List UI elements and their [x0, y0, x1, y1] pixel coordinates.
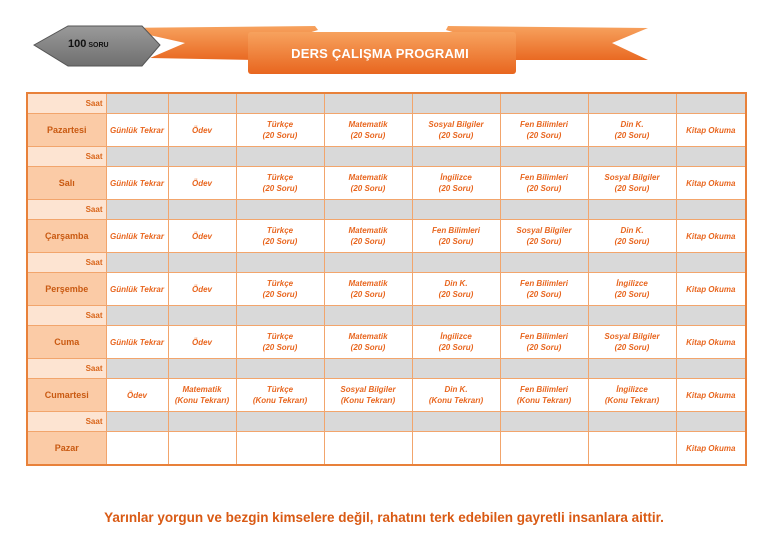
- day-row: [27, 114, 746, 147]
- time-cell: [500, 200, 588, 220]
- time-cell: [588, 359, 676, 379]
- subject-cell: [588, 432, 676, 466]
- subject-detail: (20 Soru): [438, 237, 474, 246]
- day-row: [27, 167, 746, 200]
- subject-cell: [168, 114, 236, 147]
- time-cell: [676, 253, 746, 273]
- question-count-badge: [68, 38, 138, 50]
- study-schedule-table: [26, 92, 747, 466]
- time-label: Saat: [27, 200, 106, 220]
- subject-cell: [676, 220, 746, 253]
- subject-detail: (20 Soru): [438, 290, 474, 299]
- subject-detail: (20 Soru): [262, 343, 298, 352]
- time-cell: [236, 253, 324, 273]
- time-cell: [412, 412, 500, 432]
- subject-cell: [500, 379, 588, 412]
- subject-name: Matematik: [348, 173, 388, 182]
- subject-cell: [412, 326, 500, 359]
- time-cell: [168, 200, 236, 220]
- subject-name: Matematik: [348, 332, 388, 341]
- subject-cell: [412, 220, 500, 253]
- subject-cell: [588, 326, 676, 359]
- time-cell: [324, 253, 412, 273]
- subject-cell: [168, 220, 236, 253]
- subject-cell: [236, 220, 324, 253]
- subject-name: Kitap Okuma: [686, 125, 736, 135]
- subject-name: Sosyal Bilgiler: [516, 226, 572, 235]
- time-cell: [500, 147, 588, 167]
- time-cell: [324, 147, 412, 167]
- time-cell: [236, 412, 324, 432]
- subject-cell: [412, 379, 500, 412]
- subject-name: Günlük Tekrar: [110, 337, 164, 347]
- time-label: Saat: [27, 93, 106, 114]
- subject-name: Sosyal Bilgiler: [604, 332, 660, 341]
- time-cell: [588, 306, 676, 326]
- subject-detail: (Konu Tekrarı): [252, 396, 308, 405]
- subject-detail: (20 Soru): [350, 237, 386, 246]
- subject-cell: [168, 167, 236, 200]
- time-label: Saat: [27, 147, 106, 167]
- subject-name: Ödev: [191, 231, 212, 241]
- day-name: Pazartesi: [27, 114, 106, 147]
- time-cell: [676, 200, 746, 220]
- subject-cell: [412, 114, 500, 147]
- time-cell: [588, 412, 676, 432]
- subject-name: Kitap Okuma: [686, 231, 736, 241]
- subject-name: Kitap Okuma: [686, 178, 736, 188]
- subject-name: Din K.: [444, 385, 468, 394]
- subject-name: Kitap Okuma: [686, 443, 736, 453]
- subject-detail: (20 Soru): [526, 343, 562, 352]
- subject-cell: [168, 379, 236, 412]
- time-cell: [412, 253, 500, 273]
- day-row: [27, 220, 746, 253]
- subject-detail: (Konu Tekrarı): [174, 396, 230, 405]
- time-row: [27, 147, 746, 167]
- day-row: [27, 432, 746, 466]
- subject-cell: [324, 326, 412, 359]
- subject-name: Ödev: [191, 178, 212, 188]
- subject-name: Fen Bilimleri: [519, 173, 568, 182]
- subject-name: Türkçe: [266, 385, 294, 394]
- subject-cell: [676, 379, 746, 412]
- subject-name: Türkçe: [266, 120, 294, 129]
- subject-detail: (20 Soru): [438, 184, 474, 193]
- time-cell: [106, 200, 168, 220]
- subject-name: Din K.: [620, 120, 644, 129]
- subject-name: Fen Bilimleri: [519, 120, 568, 129]
- time-cell: [168, 306, 236, 326]
- badge-count: 100: [68, 38, 87, 50]
- subject-cell: [324, 432, 412, 466]
- subject-name: Matematik: [348, 226, 388, 235]
- subject-cell: [500, 114, 588, 147]
- time-cell: [676, 147, 746, 167]
- time-cell: [412, 93, 500, 114]
- subject-detail: (20 Soru): [438, 343, 474, 352]
- subject-cell: [588, 379, 676, 412]
- subject-detail: (20 Soru): [262, 237, 298, 246]
- subject-detail: (20 Soru): [262, 131, 298, 140]
- time-cell: [676, 93, 746, 114]
- subject-cell: [324, 114, 412, 147]
- subject-cell: [500, 167, 588, 200]
- subject-name: Fen Bilimleri: [519, 385, 568, 394]
- subject-detail: (Konu Tekrarı): [604, 396, 660, 405]
- subject-name: Türkçe: [266, 279, 294, 288]
- subject-name: Türkçe: [266, 173, 294, 182]
- time-row: [27, 93, 746, 114]
- day-row: [27, 326, 746, 359]
- time-cell: [236, 93, 324, 114]
- time-cell: [588, 253, 676, 273]
- subject-name: Fen Bilimleri: [431, 226, 480, 235]
- subject-name: Din K.: [620, 226, 644, 235]
- subject-name: Ödev: [191, 337, 212, 347]
- day-row: [27, 273, 746, 306]
- subject-name: Kitap Okuma: [686, 284, 736, 294]
- time-cell: [324, 93, 412, 114]
- subject-cell: [106, 432, 168, 466]
- subject-cell: [500, 326, 588, 359]
- subject-name: Sosyal Bilgiler: [340, 385, 396, 394]
- subject-name: Fen Bilimleri: [519, 279, 568, 288]
- subject-name: İngilizce: [440, 332, 472, 341]
- time-cell: [676, 359, 746, 379]
- subject-cell: [106, 114, 168, 147]
- time-cell: [106, 93, 168, 114]
- time-label: Saat: [27, 306, 106, 326]
- time-cell: [412, 359, 500, 379]
- subject-name: Ödev: [126, 390, 147, 400]
- subject-detail: (20 Soru): [350, 343, 386, 352]
- day-name: Pazar: [27, 432, 106, 466]
- subject-name: Kitap Okuma: [686, 337, 736, 347]
- subject-name: Günlük Tekrar: [110, 284, 164, 294]
- time-cell: [324, 306, 412, 326]
- subject-cell: [168, 326, 236, 359]
- subject-detail: (Konu Tekrarı): [340, 396, 396, 405]
- time-row: [27, 200, 746, 220]
- time-cell: [168, 412, 236, 432]
- subject-cell: [324, 379, 412, 412]
- subject-cell: [676, 273, 746, 306]
- subject-cell: [588, 167, 676, 200]
- subject-cell: [412, 167, 500, 200]
- subject-name: Sosyal Bilgiler: [604, 173, 660, 182]
- subject-cell: [236, 167, 324, 200]
- subject-name: Matematik: [182, 385, 222, 394]
- subject-name: Türkçe: [266, 332, 294, 341]
- time-row: [27, 253, 746, 273]
- subject-name: Fen Bilimleri: [519, 332, 568, 341]
- subject-detail: (20 Soru): [614, 184, 650, 193]
- subject-name: İngilizce: [616, 385, 648, 394]
- subject-detail: (20 Soru): [262, 184, 298, 193]
- day-name: Çarşamba: [27, 220, 106, 253]
- time-cell: [324, 200, 412, 220]
- time-cell: [588, 147, 676, 167]
- subject-cell: [500, 432, 588, 466]
- time-cell: [676, 412, 746, 432]
- subject-cell: [236, 273, 324, 306]
- time-cell: [106, 147, 168, 167]
- subject-detail: (20 Soru): [526, 237, 562, 246]
- motivational-quote: Yarınlar yorgun ve bezgin kimselere değil, rahatını terk edebilen gayretli insanlara aittir.: [104, 510, 664, 525]
- subject-cell: [324, 167, 412, 200]
- subject-cell: [588, 220, 676, 253]
- subject-detail: (20 Soru): [526, 184, 562, 193]
- subject-detail: (20 Soru): [350, 184, 386, 193]
- time-cell: [236, 306, 324, 326]
- subject-detail: (20 Soru): [262, 290, 298, 299]
- time-cell: [106, 359, 168, 379]
- subject-name: Ödev: [191, 284, 212, 294]
- subject-cell: [588, 114, 676, 147]
- day-name: Cuma: [27, 326, 106, 359]
- time-cell: [588, 200, 676, 220]
- time-cell: [168, 359, 236, 379]
- subject-name: Günlük Tekrar: [110, 125, 164, 135]
- subject-cell: [106, 379, 168, 412]
- subject-cell: [676, 326, 746, 359]
- subject-detail: (20 Soru): [526, 290, 562, 299]
- subject-cell: [588, 273, 676, 306]
- time-cell: [500, 93, 588, 114]
- time-cell: [236, 359, 324, 379]
- time-cell: [106, 412, 168, 432]
- time-cell: [324, 412, 412, 432]
- time-cell: [588, 93, 676, 114]
- subject-cell: [106, 220, 168, 253]
- subject-cell: [324, 220, 412, 253]
- day-name: Perşembe: [27, 273, 106, 306]
- time-cell: [168, 253, 236, 273]
- time-cell: [676, 306, 746, 326]
- time-cell: [168, 147, 236, 167]
- day-name: Cumartesi: [27, 379, 106, 412]
- subject-cell: [236, 379, 324, 412]
- subject-cell: [324, 273, 412, 306]
- subject-detail: (20 Soru): [614, 131, 650, 140]
- day-row: [27, 379, 746, 412]
- time-label: Saat: [27, 359, 106, 379]
- subject-cell: [676, 167, 746, 200]
- subject-cell: [236, 114, 324, 147]
- time-cell: [500, 412, 588, 432]
- subject-name: Günlük Tekrar: [110, 231, 164, 241]
- time-cell: [412, 147, 500, 167]
- time-row: [27, 412, 746, 432]
- subject-detail: (Konu Tekrarı): [516, 396, 572, 405]
- subject-cell: [500, 220, 588, 253]
- subject-cell: [676, 114, 746, 147]
- time-row: [27, 359, 746, 379]
- page-title: DERS ÇALIŞMA PROGRAMI: [291, 46, 469, 61]
- subject-cell: [236, 432, 324, 466]
- subject-name: Matematik: [348, 120, 388, 129]
- subject-cell: [168, 432, 236, 466]
- subject-cell: [412, 432, 500, 466]
- day-name: Salı: [27, 167, 106, 200]
- subject-detail: (20 Soru): [614, 343, 650, 352]
- subject-cell: [676, 432, 746, 466]
- subject-cell: [106, 326, 168, 359]
- subject-name: İngilizce: [616, 279, 648, 288]
- time-cell: [500, 306, 588, 326]
- subject-detail: (20 Soru): [350, 131, 386, 140]
- time-cell: [412, 306, 500, 326]
- subject-detail: (20 Soru): [350, 290, 386, 299]
- subject-name: Matematik: [348, 279, 388, 288]
- subject-detail: (20 Soru): [614, 237, 650, 246]
- time-cell: [106, 253, 168, 273]
- subject-name: Sosyal Bilgiler: [428, 120, 484, 129]
- subject-detail: (20 Soru): [614, 290, 650, 299]
- subject-detail: (Konu Tekrarı): [428, 396, 484, 405]
- subject-detail: (20 Soru): [438, 131, 474, 140]
- subject-cell: [236, 326, 324, 359]
- subject-detail: (20 Soru): [526, 131, 562, 140]
- time-cell: [168, 93, 236, 114]
- time-row: [27, 306, 746, 326]
- badge-unit: SORU: [88, 42, 109, 49]
- subject-cell: [412, 273, 500, 306]
- time-label: Saat: [27, 253, 106, 273]
- time-cell: [324, 359, 412, 379]
- time-cell: [106, 306, 168, 326]
- subject-cell: [168, 273, 236, 306]
- subject-name: Türkçe: [266, 226, 294, 235]
- time-cell: [236, 200, 324, 220]
- subject-name: İngilizce: [440, 173, 472, 182]
- time-cell: [236, 147, 324, 167]
- subject-name: Din K.: [444, 279, 468, 288]
- subject-cell: [106, 273, 168, 306]
- time-cell: [500, 253, 588, 273]
- subject-cell: [106, 167, 168, 200]
- subject-cell: [500, 273, 588, 306]
- subject-name: Ödev: [191, 125, 212, 135]
- time-cell: [412, 200, 500, 220]
- subject-name: Kitap Okuma: [686, 390, 736, 400]
- subject-name: Günlük Tekrar: [110, 178, 164, 188]
- time-cell: [500, 359, 588, 379]
- time-label: Saat: [27, 412, 106, 432]
